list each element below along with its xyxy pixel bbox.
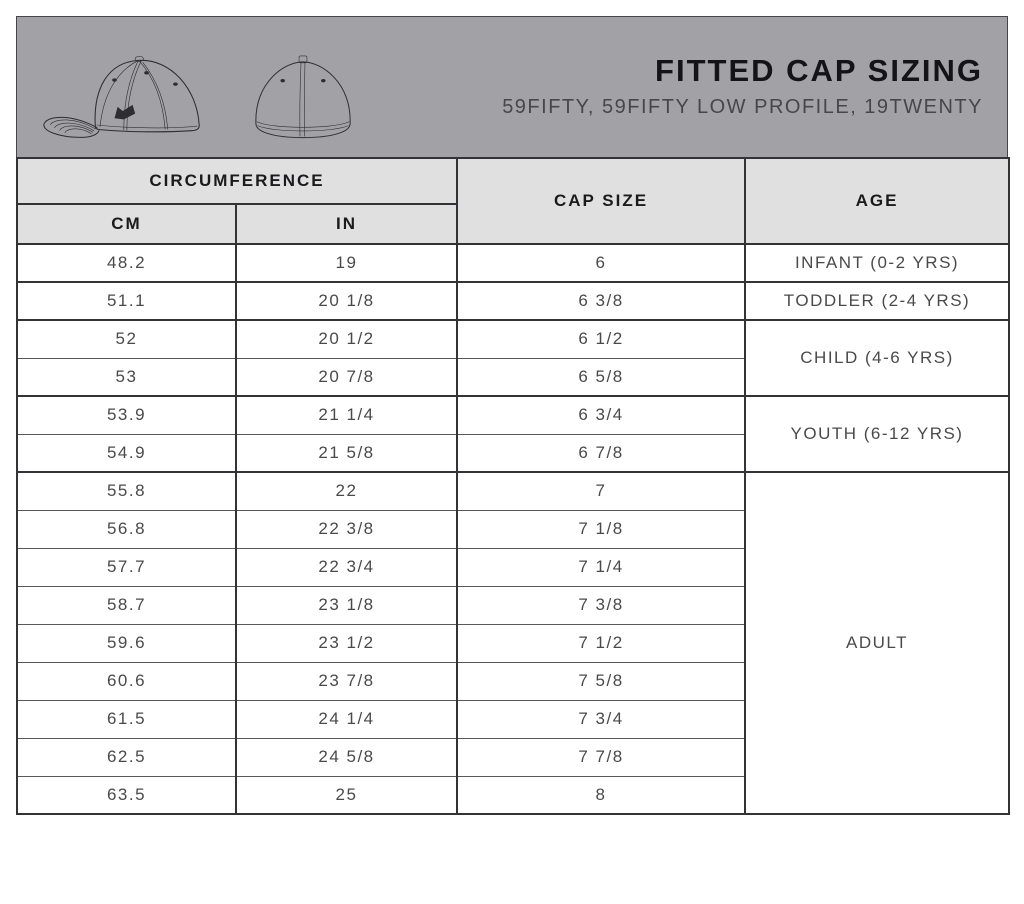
cell-circumference-cm: 60.6 <box>17 662 236 700</box>
cell-circumference-cm: 48.2 <box>17 244 236 282</box>
cell-circumference-in: 24 5/8 <box>236 738 457 776</box>
age-group-cell: YOUTH (6-12 YRS) <box>745 396 1009 472</box>
cell-cap-size: 7 5/8 <box>457 662 745 700</box>
eyelet-icon <box>112 78 117 81</box>
cell-circumference-in: 23 1/2 <box>236 624 457 662</box>
cap-illustrations <box>37 31 367 149</box>
cell-circumference-cm: 51.1 <box>17 282 236 320</box>
cell-circumference-cm: 53 <box>17 358 236 396</box>
column-header-in: IN <box>236 204 457 244</box>
cell-cap-size: 7 7/8 <box>457 738 745 776</box>
cell-cap-size: 7 1/4 <box>457 548 745 586</box>
eyelet-icon <box>144 71 149 74</box>
cell-cap-size: 8 <box>457 776 745 814</box>
cell-cap-size: 6 1/2 <box>457 320 745 358</box>
table-row <box>17 282 1009 320</box>
cell-cap-size: 6 <box>457 244 745 282</box>
cell-circumference-cm: 61.5 <box>17 700 236 738</box>
cell-circumference-in: 21 1/4 <box>236 396 457 434</box>
banner-titles <box>502 53 983 119</box>
column-header-age: AGE <box>745 158 1009 244</box>
cell-circumference-in: 24 1/4 <box>236 700 457 738</box>
cell-cap-size: 7 1/8 <box>457 510 745 548</box>
column-header-cap-size: CAP SIZE <box>457 158 745 244</box>
cell-circumference-cm: 57.7 <box>17 548 236 586</box>
table-row <box>17 320 1009 358</box>
cell-circumference-cm: 59.6 <box>17 624 236 662</box>
cell-circumference-cm: 55.8 <box>17 472 236 510</box>
cell-circumference-in: 23 7/8 <box>236 662 457 700</box>
table-row <box>17 472 1009 510</box>
age-group-cell: CHILD (4-6 YRS) <box>745 320 1009 396</box>
cell-cap-size: 7 <box>457 472 745 510</box>
cell-circumference-in: 25 <box>236 776 457 814</box>
header-banner <box>16 16 1008 157</box>
cap-back-view-illustration <box>239 45 367 149</box>
cell-cap-size: 7 3/8 <box>457 586 745 624</box>
column-header-circumference: CIRCUMFERENCE <box>17 158 457 204</box>
cell-cap-size: 7 3/4 <box>457 700 745 738</box>
table-row <box>17 244 1009 282</box>
cell-circumference-cm: 58.7 <box>17 586 236 624</box>
cell-circumference-cm: 53.9 <box>17 396 236 434</box>
cell-cap-size: 6 7/8 <box>457 434 745 472</box>
table-row <box>17 396 1009 434</box>
cell-cap-size: 6 3/8 <box>457 282 745 320</box>
cell-cap-size: 6 3/4 <box>457 396 745 434</box>
cell-circumference-in: 20 1/2 <box>236 320 457 358</box>
age-group-cell: ADULT <box>745 472 1009 814</box>
cell-circumference-cm: 62.5 <box>17 738 236 776</box>
age-group-cell: TODDLER (2-4 YRS) <box>745 282 1009 320</box>
cell-circumference-in: 20 1/8 <box>236 282 457 320</box>
page-subtitle: 59FIFTY, 59FIFTY LOW PROFILE, 19TWENTY <box>502 96 983 118</box>
sizing-sheet <box>16 16 1008 815</box>
page-title: FITTED CAP SIZING <box>655 53 983 88</box>
size-table-body <box>17 244 1009 814</box>
sizing-table <box>16 157 1010 815</box>
cell-cap-size: 6 5/8 <box>457 358 745 396</box>
column-header-cm: CM <box>17 204 236 244</box>
cell-circumference-in: 21 5/8 <box>236 434 457 472</box>
cell-circumference-in: 22 <box>236 472 457 510</box>
eyelet-icon <box>173 83 178 86</box>
cell-circumference-cm: 63.5 <box>17 776 236 814</box>
cell-circumference-in: 23 1/8 <box>236 586 457 624</box>
cell-circumference-cm: 56.8 <box>17 510 236 548</box>
age-group-cell: INFANT (0-2 YRS) <box>745 244 1009 282</box>
cell-circumference-in: 20 7/8 <box>236 358 457 396</box>
cell-circumference-in: 22 3/8 <box>236 510 457 548</box>
eyelet-icon <box>321 79 325 82</box>
cap-side-view-illustration <box>37 39 223 149</box>
cell-circumference-in: 22 3/4 <box>236 548 457 586</box>
cell-circumference-cm: 54.9 <box>17 434 236 472</box>
cell-circumference-in: 19 <box>236 244 457 282</box>
cell-cap-size: 7 1/2 <box>457 624 745 662</box>
eyelet-icon <box>280 79 284 82</box>
cell-circumference-cm: 52 <box>17 320 236 358</box>
